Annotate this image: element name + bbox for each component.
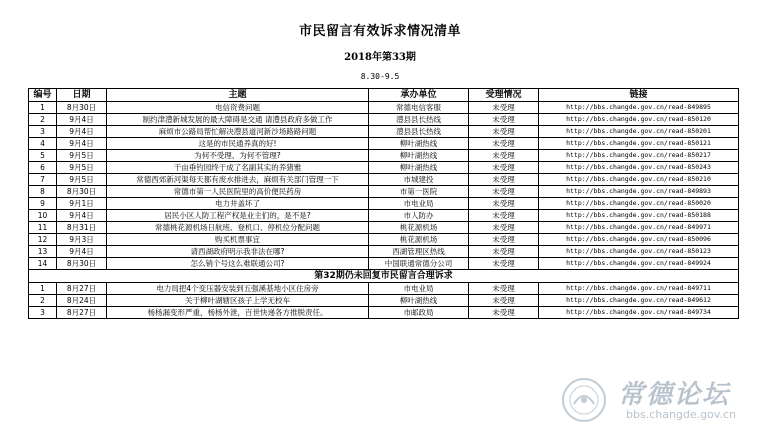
row-status: 未受理 xyxy=(469,307,539,319)
row-status: 未受理 xyxy=(469,150,539,162)
row-link[interactable]: http://bbs.changde.gov.cn/read-849612 xyxy=(539,295,739,307)
row-subject: 居民小区人防工程产权是业主们的，是不是? xyxy=(107,210,369,222)
row-number: 8 xyxy=(29,186,57,198)
row-number: 11 xyxy=(29,222,57,234)
table-row xyxy=(29,174,739,186)
row-date: 8月30日 xyxy=(57,258,107,270)
row-number: 5 xyxy=(29,150,57,162)
column-header: 日期 xyxy=(57,89,107,102)
row-number: 9 xyxy=(29,198,57,210)
row-department: 市邮政局 xyxy=(369,307,469,319)
row-subject: 杨杨漏变形严重，杨杨外泄，百世快递各方推脱责任。 xyxy=(107,307,369,319)
row-link[interactable]: http://bbs.changde.gov.cn/read-849734 xyxy=(539,307,739,319)
row-subject: 常德西郊新河渠每天都有废水排进去，麻烦有关部门管理一下 xyxy=(107,174,369,186)
column-header: 主题 xyxy=(107,89,369,102)
row-subject: 电力井盖坏了 xyxy=(107,198,369,210)
row-department: 常德电信客服 xyxy=(369,102,469,114)
row-status: 未受理 xyxy=(469,126,539,138)
row-status: 未受理 xyxy=(469,186,539,198)
row-department: 市电业局 xyxy=(369,198,469,210)
table-row xyxy=(29,307,739,319)
table-row xyxy=(29,150,739,162)
petition-table xyxy=(28,88,739,319)
row-subject: 电力局把4个变压器安装到五强溪基地小区住房旁 xyxy=(107,283,369,295)
table-body xyxy=(29,102,739,270)
row-date: 9月4日 xyxy=(57,210,107,222)
row-subject: 常德市第一人民医院里的高价便民药房 xyxy=(107,186,369,198)
row-link[interactable]: http://bbs.changde.gov.cn/read-849895 xyxy=(539,102,739,114)
table-row xyxy=(29,283,739,295)
column-header: 受理情况 xyxy=(469,89,539,102)
row-subject: 请西湖政府明示我非法在哪? xyxy=(107,246,369,258)
row-number: 13 xyxy=(29,246,57,258)
row-department: 西湖管理区热线 xyxy=(369,246,469,258)
row-date: 9月4日 xyxy=(57,114,107,126)
table-row xyxy=(29,246,739,258)
row-status: 未受理 xyxy=(469,114,539,126)
row-link[interactable]: http://bbs.changde.gov.cn/read-850243 xyxy=(539,162,739,174)
row-date: 8月24日 xyxy=(57,295,107,307)
row-number: 3 xyxy=(29,307,57,319)
row-link[interactable]: http://bbs.changde.gov.cn/read-850120 xyxy=(539,114,739,126)
row-link[interactable]: http://bbs.changde.gov.cn/read-849924 xyxy=(539,258,739,270)
row-status: 未受理 xyxy=(469,222,539,234)
column-header: 承办单位 xyxy=(369,89,469,102)
row-department: 柳叶湖热线 xyxy=(369,162,469,174)
table-row xyxy=(29,126,739,138)
page-title: 市民留言有效诉求情况清单 xyxy=(298,24,461,39)
row-subject: 关于柳叶湖辖区孩子上学无校车 xyxy=(107,295,369,307)
row-subject: 怎么销个号这么难联通公司? xyxy=(107,258,369,270)
row-date: 8月30日 xyxy=(57,186,107,198)
column-header: 编号 xyxy=(29,89,57,102)
row-status: 未受理 xyxy=(469,102,539,114)
row-date: 9月5日 xyxy=(57,174,107,186)
row-date: 9月4日 xyxy=(57,138,107,150)
row-link[interactable]: http://bbs.changde.gov.cn/read-850201 xyxy=(539,126,739,138)
row-date: 9月5日 xyxy=(57,150,107,162)
row-link[interactable]: http://bbs.changde.gov.cn/read-850096 xyxy=(539,234,739,246)
row-status: 未受理 xyxy=(469,210,539,222)
row-link[interactable]: http://bbs.changde.gov.cn/read-849971 xyxy=(539,222,739,234)
row-department: 柳叶湖热线 xyxy=(369,138,469,150)
table-row xyxy=(29,234,739,246)
row-link[interactable]: http://bbs.changde.gov.cn/read-849711 xyxy=(539,283,739,295)
row-department: 柳叶湖热线 xyxy=(369,295,469,307)
row-status: 未受理 xyxy=(469,138,539,150)
table-row xyxy=(29,162,739,174)
row-number: 2 xyxy=(29,114,57,126)
row-department: 市人防办 xyxy=(369,210,469,222)
forum-name: 常德论坛 xyxy=(618,380,731,410)
row-link[interactable]: http://bbs.changde.gov.cn/read-850020 xyxy=(539,198,739,210)
issue-number: 2018年第33期 xyxy=(344,52,416,63)
table-header-row xyxy=(29,89,739,102)
section-title: 第32期仍未回复市民留言合理诉求 xyxy=(29,270,739,283)
row-status: 未受理 xyxy=(469,246,539,258)
row-department: 中国联通常德分公司 xyxy=(369,258,469,270)
row-date: 8月27日 xyxy=(57,307,107,319)
row-number: 6 xyxy=(29,162,57,174)
table-row xyxy=(29,258,739,270)
row-link[interactable]: http://bbs.changde.gov.cn/read-850121 xyxy=(539,138,739,150)
row-date: 9月5日 xyxy=(57,162,107,174)
row-status: 未受理 xyxy=(469,283,539,295)
row-date: 8月30日 xyxy=(57,102,107,114)
row-status: 未受理 xyxy=(469,258,539,270)
row-subject: 麻烦市公路局帮忙解决澧县道河新沙场路路问题 xyxy=(107,126,369,138)
row-status: 未受理 xyxy=(469,174,539,186)
row-link[interactable]: http://bbs.changde.gov.cn/read-850210 xyxy=(539,174,739,186)
row-number: 1 xyxy=(29,283,57,295)
row-status: 未受理 xyxy=(469,162,539,174)
row-department: 桃花源机场 xyxy=(369,234,469,246)
row-subject: 常德桃花源机场日航班、登机口、停机位分配问题 xyxy=(107,222,369,234)
row-department: 澧县县长热线 xyxy=(369,114,469,126)
table-row xyxy=(29,138,739,150)
row-subject: 为何不受理、为何不管理? xyxy=(107,150,369,162)
forum-watermark xyxy=(560,372,750,428)
row-link[interactable]: http://bbs.changde.gov.cn/read-849893 xyxy=(539,186,739,198)
row-department: 市第一医院 xyxy=(369,186,469,198)
row-link[interactable]: http://bbs.changde.gov.cn/read-850123 xyxy=(539,246,739,258)
forum-seal-icon xyxy=(560,376,608,424)
forum-url: bbs.changde.gov.cn xyxy=(626,408,737,421)
table-row xyxy=(29,295,739,307)
table-row xyxy=(29,222,739,234)
row-subject: 干亩垂钓园终于成了名副其实的养猪雅 xyxy=(107,162,369,174)
row-status: 未受理 xyxy=(469,198,539,210)
row-department: 市电业局 xyxy=(369,283,469,295)
row-date: 9月1日 xyxy=(57,198,107,210)
row-department: 桃花源机场 xyxy=(369,222,469,234)
row-number: 4 xyxy=(29,138,57,150)
row-link[interactable]: http://bbs.changde.gov.cn/read-850188 xyxy=(539,210,739,222)
row-number: 2 xyxy=(29,295,57,307)
table-body-unanswered xyxy=(29,283,739,319)
row-subject: 电信资费问题 xyxy=(107,102,369,114)
row-date: 8月31日 xyxy=(57,222,107,234)
table-row xyxy=(29,210,739,222)
date-range: 8.30-9.5 xyxy=(360,72,400,81)
table-row xyxy=(29,198,739,210)
row-status: 未受理 xyxy=(469,295,539,307)
row-number: 12 xyxy=(29,234,57,246)
row-date: 8月27日 xyxy=(57,283,107,295)
row-number: 10 xyxy=(29,210,57,222)
row-subject: 制约津澧新城发展的最大障碍是交通 请澧县政府多做工作 xyxy=(107,114,369,126)
row-date: 9月4日 xyxy=(57,126,107,138)
column-header: 链接 xyxy=(539,89,739,102)
row-date: 9月3日 xyxy=(57,234,107,246)
row-number: 1 xyxy=(29,102,57,114)
row-number: 14 xyxy=(29,258,57,270)
table-row xyxy=(29,186,739,198)
row-date: 9月4日 xyxy=(57,246,107,258)
row-department: 市城建投 xyxy=(369,174,469,186)
table-row xyxy=(29,114,739,126)
row-status: 未受理 xyxy=(469,234,539,246)
row-department: 澧县县长热线 xyxy=(369,126,469,138)
row-number: 3 xyxy=(29,126,57,138)
table-row xyxy=(29,102,739,114)
row-subject: 购买机票事宜 xyxy=(107,234,369,246)
row-department: 柳叶湖热线 xyxy=(369,150,469,162)
row-number: 7 xyxy=(29,174,57,186)
row-link[interactable]: http://bbs.changde.gov.cn/read-850217 xyxy=(539,150,739,162)
row-subject: 这是的市民通养真的好! xyxy=(107,138,369,150)
section-row xyxy=(29,270,739,283)
